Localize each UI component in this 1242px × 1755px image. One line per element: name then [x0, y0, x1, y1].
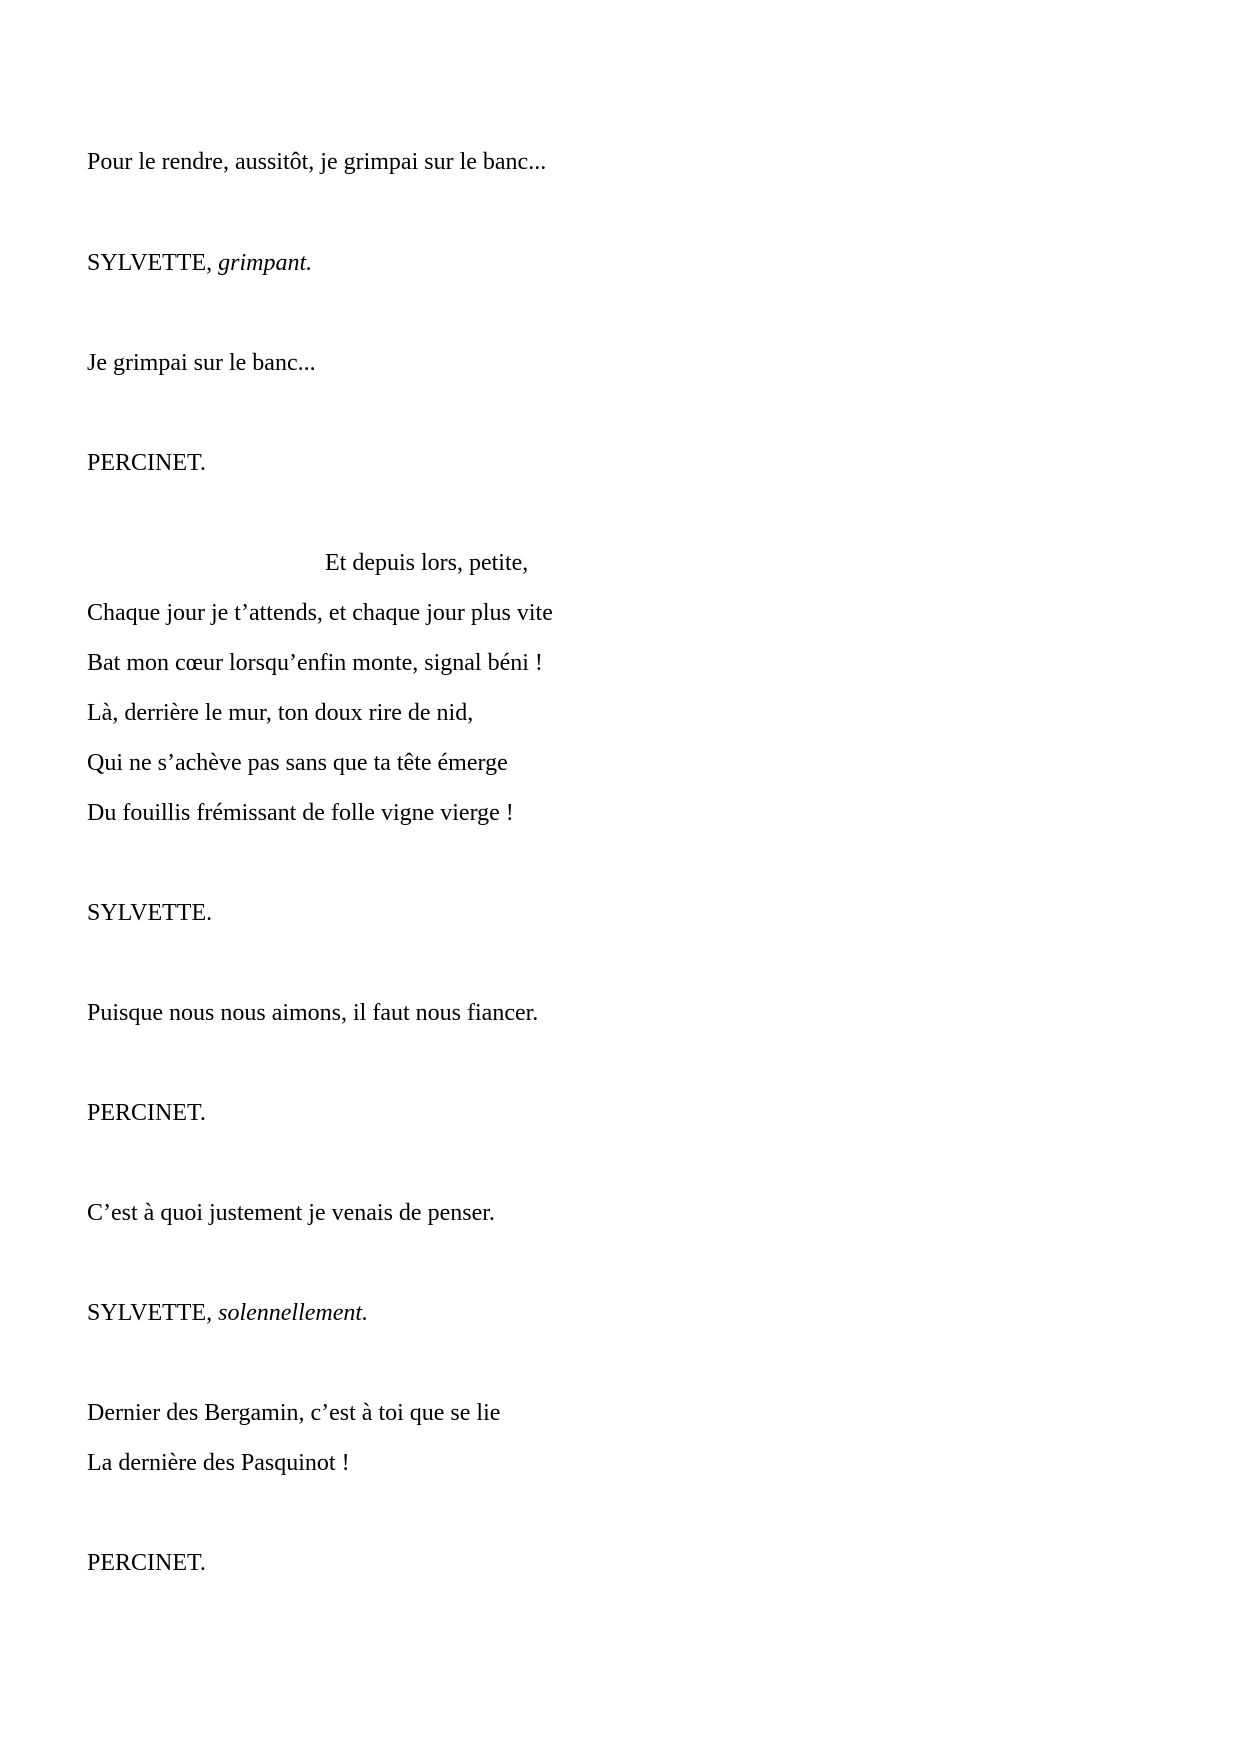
- speaker-name: SYLVETTE,: [87, 1300, 213, 1326]
- speaker-heading: [87, 1098, 206, 1128]
- verse-line: Et depuis lors, petite,: [325, 550, 529, 576]
- verse-line: Dernier des Bergamin, c’est à toi que se lie: [87, 1400, 501, 1426]
- speaker-name: PERCINET.: [87, 1100, 206, 1126]
- verse-line: Chaque jour je t’attends, et chaque jour plus vite: [87, 600, 553, 626]
- speaker-heading: [87, 248, 312, 278]
- verse-line: Qui ne s’achève pas sans que ta tête émerge: [87, 750, 508, 776]
- verse-line: Du fouillis frémissant de folle vigne vierge !: [87, 800, 514, 826]
- verse-line: Pour le rendre, aussitôt, je grimpai sur le banc...: [87, 149, 547, 175]
- verse-line: Puisque nous nous aimons, il faut nous fiancer.: [87, 1000, 539, 1026]
- speaker-name: SYLVETTE,: [87, 250, 213, 276]
- verse-line: Bat mon cœur lorsqu’enfin monte, signal béni !: [87, 650, 543, 676]
- speaker-heading: [87, 448, 206, 478]
- speaker-heading: [87, 1548, 206, 1578]
- stage-direction: solennellement.: [218, 1300, 369, 1326]
- speaker-name: PERCINET.: [87, 1550, 206, 1576]
- stage-direction: grimpant.: [218, 250, 313, 276]
- speaker-name: SYLVETTE.: [87, 900, 213, 926]
- verse-line: La dernière des Pasquinot !: [87, 1450, 350, 1476]
- speaker-heading: [87, 898, 212, 928]
- verse-line: Je grimpai sur le banc...: [87, 350, 316, 376]
- verse-line: C’est à quoi justement je venais de penser.: [87, 1200, 495, 1226]
- verse-line: Là, derrière le mur, ton doux rire de nid,: [87, 700, 474, 726]
- speaker-name: PERCINET.: [87, 450, 206, 476]
- speaker-heading: [87, 1298, 368, 1328]
